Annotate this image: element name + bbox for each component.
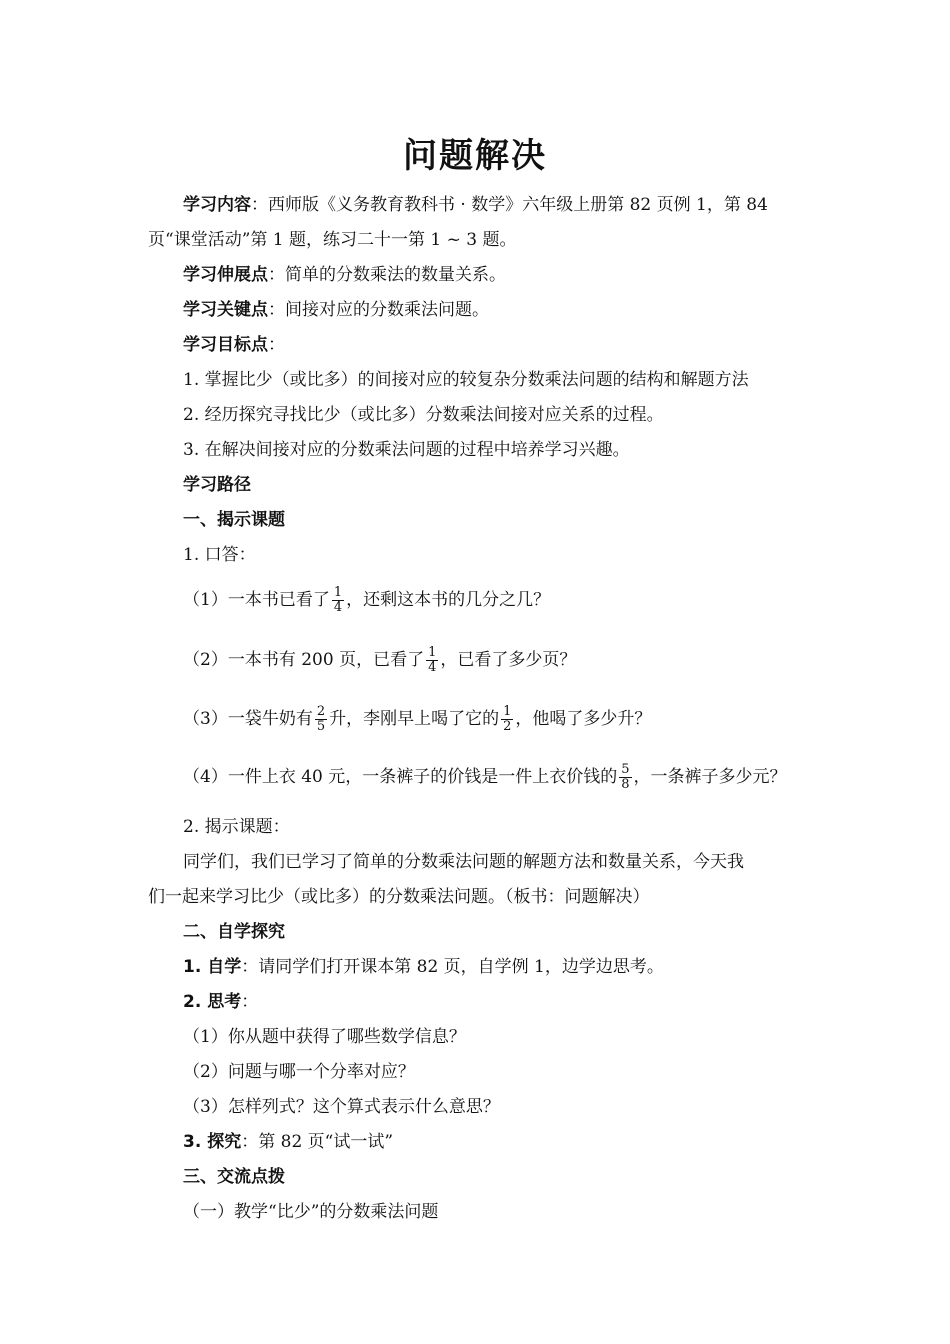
explore-label: 3. 探究 (183, 1132, 242, 1152)
fraction (619, 763, 631, 792)
fraction (501, 705, 513, 734)
oral-label: 1. 口答： (183, 545, 256, 565)
think-item: （2）问题与哪一个分率对应？ (183, 1062, 415, 1082)
question-4 (183, 763, 787, 792)
section-heading-2: 二、自学探究 (183, 922, 285, 942)
fraction (426, 646, 438, 675)
reveal-label: 2. 揭示课题： (183, 817, 290, 837)
fraction (315, 705, 327, 734)
extension-label: 学习伸展点 (183, 265, 268, 285)
content-line-2: 页“课堂活动”第 1 题，练习二十一第 1 ~ 3 题。 (148, 230, 517, 250)
q4-post: ，一条裤子多少元？ (633, 767, 787, 787)
q2-post: ，已看了多少页？ (440, 650, 577, 670)
key-text: ：间接对应的分数乘法问题。 (268, 300, 489, 320)
question-3 (183, 705, 651, 734)
q3-pre: （3）一袋牛奶有 (183, 709, 313, 729)
fraction-numerator: 2 (316, 704, 326, 719)
think-item: （3）怎样列式？这个算式表示什么意思？ (183, 1097, 500, 1117)
fraction-numerator: 1 (333, 585, 343, 600)
fraction-numerator: 1 (503, 704, 512, 719)
think-item: （1）你从题中获得了哪些数学信息？ (183, 1027, 466, 1047)
goal-item: 2. 经历探究寻找比少（或比多）分数乘法间接对应关系的过程。 (183, 405, 664, 425)
self-study-line (183, 955, 664, 979)
page-title: 问题解决 (403, 136, 547, 176)
goals-line (183, 333, 285, 357)
q3-post: ，他喝了多少升？ (515, 709, 652, 729)
fraction-numerator: 5 (621, 762, 630, 777)
fraction-denominator: 2 (503, 719, 512, 734)
explore-text: ：第 82 页“试一试” (241, 1132, 394, 1152)
self-study-text: ：请同学们打开课本第 82 页，自学例 1，边学边思考。 (241, 957, 664, 977)
fraction-denominator: 4 (428, 660, 437, 675)
self-study-label: 1. 自学 (183, 957, 242, 977)
fraction-denominator: 4 (333, 600, 343, 615)
q1-post: ，还剩这本书的几分之几？ (346, 590, 551, 610)
goals-colon: ： (268, 335, 285, 355)
think-colon: ： (241, 992, 259, 1012)
subsection-heading: （一）教学“比少”的分数乘法问题 (183, 1202, 439, 1222)
goals-label: 学习目标点 (183, 335, 268, 355)
goal-item: 3. 在解决间接对应的分数乘法问题的过程中培养学习兴趣。 (183, 440, 630, 460)
extension-line (183, 263, 506, 287)
q4-pre: （4）一件上衣 40 元，一条裤子的价钱是一件上衣价钱的 (183, 767, 618, 787)
fraction-denominator: 5 (316, 719, 326, 734)
reveal-line-1: 同学们，我们已学习了简单的分数乘法问题的解题方法和数量关系，今天我 (183, 852, 744, 872)
content-text-1: ：西师版《义务教育教科书 · 数学》六年级上册第 82 页例 1，第 84 (251, 195, 768, 215)
explore-line (183, 1130, 393, 1154)
extension-text: ：简单的分数乘法的数量关系。 (268, 265, 506, 285)
think-line (183, 990, 258, 1014)
content-line-1 (183, 193, 768, 217)
goal-item: 1. 掌握比少（或比多）的间接对应的较复杂分数乘法问题的结构和解题方法 (183, 370, 749, 390)
path-heading: 学习路径 (183, 475, 251, 495)
reveal-line-2: 们一起来学习比少（或比多）的分数乘法问题。（板书：问题解决） (148, 887, 650, 907)
section-heading-3: 三、交流点拨 (183, 1167, 285, 1187)
think-label: 2. 思考 (183, 992, 242, 1012)
question-2 (183, 646, 576, 675)
fraction-numerator: 1 (428, 645, 437, 660)
q1-pre: （1）一本书已看了 (183, 590, 330, 610)
content-label: 学习内容 (183, 195, 251, 215)
fraction-denominator: 8 (621, 777, 630, 792)
fraction (332, 586, 344, 615)
q2-pre: （2）一本书有 200 页，已看了 (183, 650, 425, 670)
key-label: 学习关键点 (183, 300, 268, 320)
question-1 (183, 586, 550, 615)
q3-mid: 升，李刚早上喝了它的 (329, 709, 500, 729)
section-heading-1: 一、揭示课题 (183, 510, 285, 530)
key-line (183, 298, 489, 322)
